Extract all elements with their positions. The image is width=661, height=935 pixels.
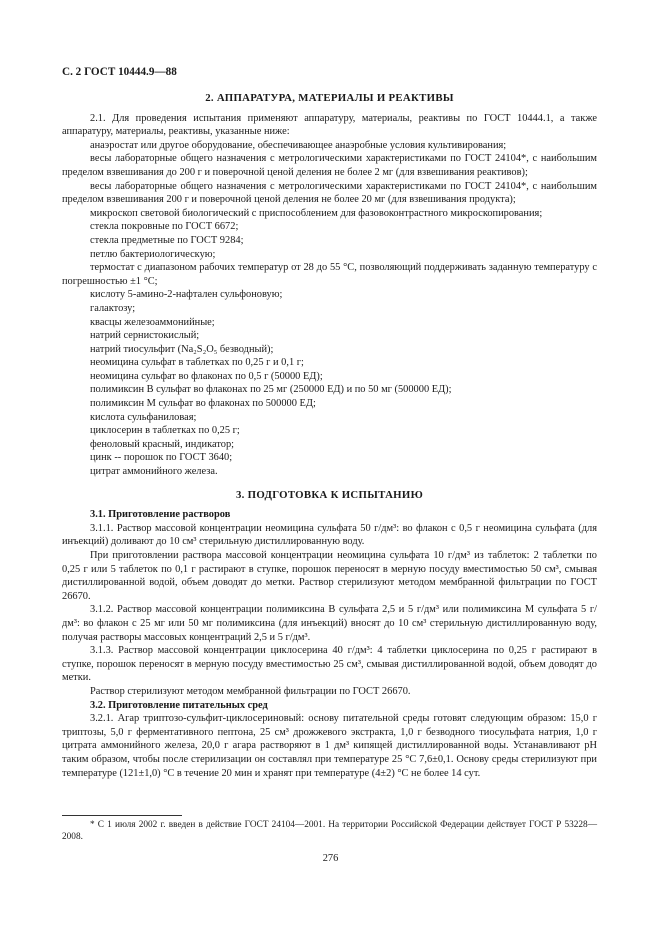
equipment-item: феноловый красный, индикатор; — [90, 438, 235, 450]
footnote-divider — [62, 815, 182, 816]
paragraph-3-2-1: 3.2.1. Агар триптозо-сульфит-циклосериновый: основу питательной среды готовят следующим образом: 15,0 г триптозы, 5,0 г ферментативного пептона, 25 см³ дрожжевого экстракта, 1,0 г безводного тиосульфата натрия, 1,0 г цитрата аммонийного железа, 20,0 г агара растворяют в 1 дм³ кипящей дистиллированной воды. Устанавливают рН таким образом, чтобы после стерилизации он составлял при температуре 25 °С 7,6±0,1. Основу среды стерилизуют при температуре (121±1,0) °С в течение 20 мин и хранят при температуре (4±2) °С не более 14 сут. — [62, 713, 597, 779]
subsection-3-2-title: 3.2. Приготовление питательных сред — [90, 699, 268, 711]
equipment-item: натрий тиосульфит (Na₂S₂O₅ безводный); — [90, 343, 274, 355]
section-3-title: 3. ПОДГОТОВКА К ИСПЫТАНИЮ — [235, 488, 424, 501]
equipment-item: натрий сернистокислый; — [90, 330, 200, 342]
equipment-item: неомицина сульфат во флаконах по 0,5 г (50000 ЕД); — [90, 370, 323, 382]
page-body — [62, 92, 597, 780]
equipment-item: цинк -- порошок по ГОСТ 3640; — [90, 452, 233, 464]
equipment-item: цитрат аммонийного железа. — [90, 466, 218, 478]
section-2-intro: 2.1. Для проведения испытания применяют аппаратуру, материалы, реактивы по ГОСТ 10444.1, а также аппаратуру, материалы, реактивы, указанные ниже: — [62, 112, 597, 138]
page-number: 276 — [322, 853, 339, 864]
equipment-item: весы лабораторные общего назначения с метрологическими характеристиками по ГОСТ 24104*, с наибольшим пределом взвешивания до 200 г и поверочной ценой деления не более 2 мг (для взвешивания реактивов); — [62, 153, 597, 178]
equipment-item: полимиксин В сульфат во флаконах по 25 мг (250000 ЕД) и по 50 мг (500000 ЕД); — [90, 384, 452, 396]
paragraph-3-1-1: 3.1.1. Раствор массовой концентрации неомицина сульфата 50 г/дм³: во флакон с 0,5 г неомицина сульфата (для инъекций) доливают до 10 см³ стерильную дистиллированную воду. — [62, 522, 597, 548]
footnote: * С 1 июля 2002 г. введен в действие ГОСТ 24104—2001. На территории Российской Федерации действует ГОСТ Р 53228—2008. — [62, 820, 597, 843]
equipment-item: петлю бактериологическую; — [90, 248, 216, 260]
paragraph-3-1-3-cont: Раствор стерилизуют методом мембранной фильтрации по ГОСТ 26670. — [90, 685, 411, 697]
equipment-item: стекла покровные по ГОСТ 6672; — [90, 221, 239, 233]
equipment-item: анаэростат или другое оборудование, обеспечивающее анаэробные условия культивирования; — [90, 139, 507, 151]
section-2-title: 2. АППАРАТУРА, МАТЕРИАЛЫ И РЕАКТИВЫ — [205, 92, 454, 104]
equipment-item: квасцы железоаммонийные; — [90, 316, 215, 328]
equipment-item: неомицина сульфат в таблетках по 0,25 г и 0,1 г; — [90, 357, 304, 369]
paragraph-3-1-2: 3.1.2. Раствор массовой концентрации полимиксина В сульфата 2,5 и 5 г/дм³ или полимиксина М сульфата 5 г/дм³: во флакон с 25 мг или 50 мг полимиксина (для инъекций) вносят до 10 см³ стерильную дистиллированную воду, получая растворы массовых концентраций 2,5 и 5 г/дм³. — [62, 604, 597, 643]
paragraph-3-1-1-cont: При приготовлении раствора массовой концентрации неомицина сульфата 10 г/дм³ из таблеток: 2 таблетки по 0,25 г или 5 таблеток по 0,1 г растирают в ступке, порошок переносят в мерную посуду вместимостью 50 см³, смывая дистиллированной водой, объем доводят до метки. Раствор стерилизуют методом мембранной фильтрации по ГОСТ 26670. — [62, 550, 597, 602]
equipment-item: галактозу; — [90, 302, 136, 314]
equipment-item: полимиксин М сульфат во флаконах по 500000 ЕД; — [90, 398, 316, 410]
equipment-item: термостат с диапазоном рабочих температур от 28 до 55 °С, позволяющий поддерживать заданную температуру с погрешностью ±1 °С; — [62, 262, 597, 287]
equipment-item: микроскоп световой биологический с приспособлением для фазовоконтрастного микроскопирования; — [90, 207, 543, 219]
subsection-3-1-title: 3.1. Приготовление растворов — [90, 509, 231, 521]
equipment-item: кислота сульфаниловая; — [90, 411, 197, 423]
running-header: С. 2 ГОСТ 10444.9—88 — [62, 66, 177, 78]
equipment-item: циклосерин в таблетках по 0,25 г; — [90, 425, 240, 437]
equipment-item: стекла предметные по ГОСТ 9284; — [90, 234, 244, 246]
equipment-item: кислоту 5-амино-2-нафтален сульфоновую; — [90, 289, 283, 301]
paragraph-3-1-3: 3.1.3. Раствор массовой концентрации циклосерина 40 г/дм³: 4 таблетки циклосерина по 0,25 г растирают в ступке, порошок переносят в мерную посуду вместимостью 25 см³, смывая дистиллированной водой, объем доводят до метки. — [62, 645, 597, 684]
equipment-item: весы лабораторные общего назначения с метрологическими характеристиками по ГОСТ 24104*, с наибольшим пределом взвешивания 200 г и поверочной ценой деления не более 20 мг (для взвешивания продукта); — [62, 180, 597, 206]
